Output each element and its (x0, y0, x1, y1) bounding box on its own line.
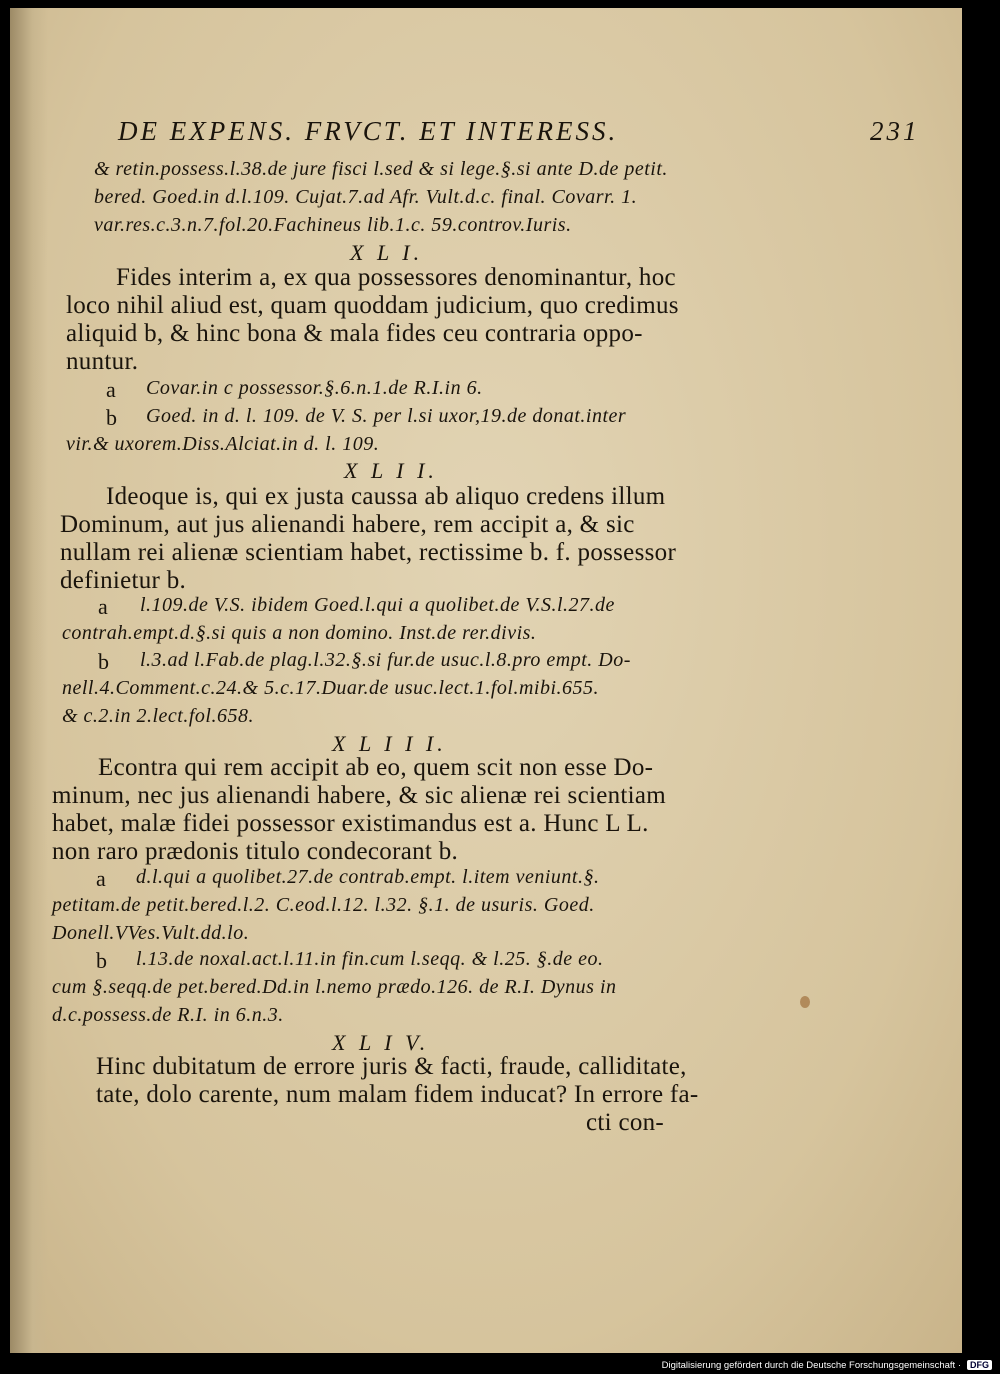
footnote-line: l.109.de V.S. ibidem Goed.l.qui a quolibet.de V.S.l.27.de (140, 594, 615, 616)
footnote-line: & retin.possess.l.38.de jure fisci l.sed & si lege.§.si ante D.de petit. (94, 158, 668, 180)
footnote-line: Goed. in d. l. 109. de V. S. per l.si uxor,19.de donat.inter (146, 405, 627, 427)
footnote-label: a (98, 594, 109, 619)
digitization-credit (662, 1358, 992, 1372)
page-number: 231 (870, 116, 920, 146)
body-line: nullam rei alienæ scientiam habet, rectissime b. f. possessor (60, 539, 677, 566)
dfg-logo-icon: DFG (967, 1360, 992, 1370)
footnote-line: Donell.VVes.Vult.dd.lo. (52, 922, 250, 944)
body-line: cti con- (586, 1109, 665, 1136)
footnote-line: vir.& uxorem.Diss.Alciat.in d. l. 109. (66, 433, 380, 455)
footnote-label: a (96, 866, 107, 891)
footnote-line: var.res.c.3.n.7.fol.20.Fachineus lib.1.c. 59.controv.Iuris. (94, 214, 572, 236)
body-line: minum, nec jus alienandi habere, & sic alienæ rei scientiam (52, 782, 667, 809)
body-line: non raro prædonis titulo condecorant b. (52, 838, 459, 865)
credit-text: Digitalisierung gefördert durch die Deutsche Forschungsgemeinschaft · (661, 1359, 961, 1371)
running-title: DE EXPENS. FRVCT. ET INTERESS. (118, 116, 619, 146)
book-page (10, 8, 962, 1353)
body-line: habet, malæ fidei possessor existimandus est a. Hunc L L. (52, 810, 649, 837)
section-heading: X L I. (350, 240, 424, 265)
section-heading: X L I I I. (332, 731, 447, 756)
footnote-line: l.3.ad l.Fab.de plag.l.32.§.si fur.de usuc.l.8.pro empt. Do- (140, 649, 631, 671)
section-heading: X L I V. (332, 1030, 430, 1055)
body-line: Ideoque is, qui ex justa caussa ab aliquo credens illum (106, 483, 666, 510)
footnote-label: a (106, 377, 117, 402)
footnote-line: nell.4.Comment.c.24.& 5.c.17.Duar.de usuc.lect.1.fol.mibi.655. (62, 677, 600, 699)
body-line: Fides interim a, ex qua possessores denominantur, hoc (116, 264, 676, 291)
footnote-line: contrah.empt.d.§.si quis a non domino. Inst.de rer.divis. (62, 622, 537, 644)
body-line: definietur b. (60, 567, 187, 594)
section-heading: X L I I. (344, 458, 438, 483)
body-line: Econtra qui rem accipit ab eo, quem scit non esse Do- (98, 754, 654, 781)
footnote-line: d.c.possess.de R.I. in 6.n.3. (52, 1004, 284, 1026)
page-gutter-shadow (10, 8, 48, 1353)
footnote-line: Covar.in c possessor.§.6.n.1.de R.I.in 6. (146, 377, 483, 399)
footnote-label: b (106, 405, 118, 430)
body-line: tate, dolo carente, num malam fidem inducat? In errore fa- (96, 1081, 699, 1108)
footnote-line: petitam.de petit.bered.l.2. C.eod.l.12. l.32. §.1. de usuris. Goed. (52, 894, 595, 916)
footnote-line: l.13.de noxal.act.l.11.in fin.cum l.seqq. & l.25. §.de eo. (136, 948, 604, 970)
body-line: loco nihil aliud est, quam quoddam judicium, quo credimus (66, 292, 679, 319)
footnote-line: cum §.seqq.de pet.bered.Dd.in l.nemo prædo.126. de R.I. Dynus in (52, 976, 617, 998)
body-line: aliquid b, & hinc bona & mala fides ceu contraria oppo- (66, 320, 643, 347)
footnote-line: & c.2.in 2.lect.fol.658. (62, 705, 254, 727)
footnote-label: b (96, 948, 108, 973)
body-line: Hinc dubitatum de errore juris & facti, fraude, calliditate, (96, 1053, 687, 1080)
footnote-label: b (98, 649, 110, 674)
paper-stain (800, 996, 810, 1008)
footnote-line: bered. Goed.in d.l.109. Cujat.7.ad Afr. Vult.d.c. final. Covarr. 1. (94, 186, 638, 208)
body-line: Dominum, aut jus alienandi habere, rem accipit a, & sic (60, 511, 635, 538)
body-line: nuntur. (66, 348, 139, 375)
footnote-line: d.l.qui a quolibet.27.de contrab.empt. l.item veniunt.§. (136, 866, 600, 888)
